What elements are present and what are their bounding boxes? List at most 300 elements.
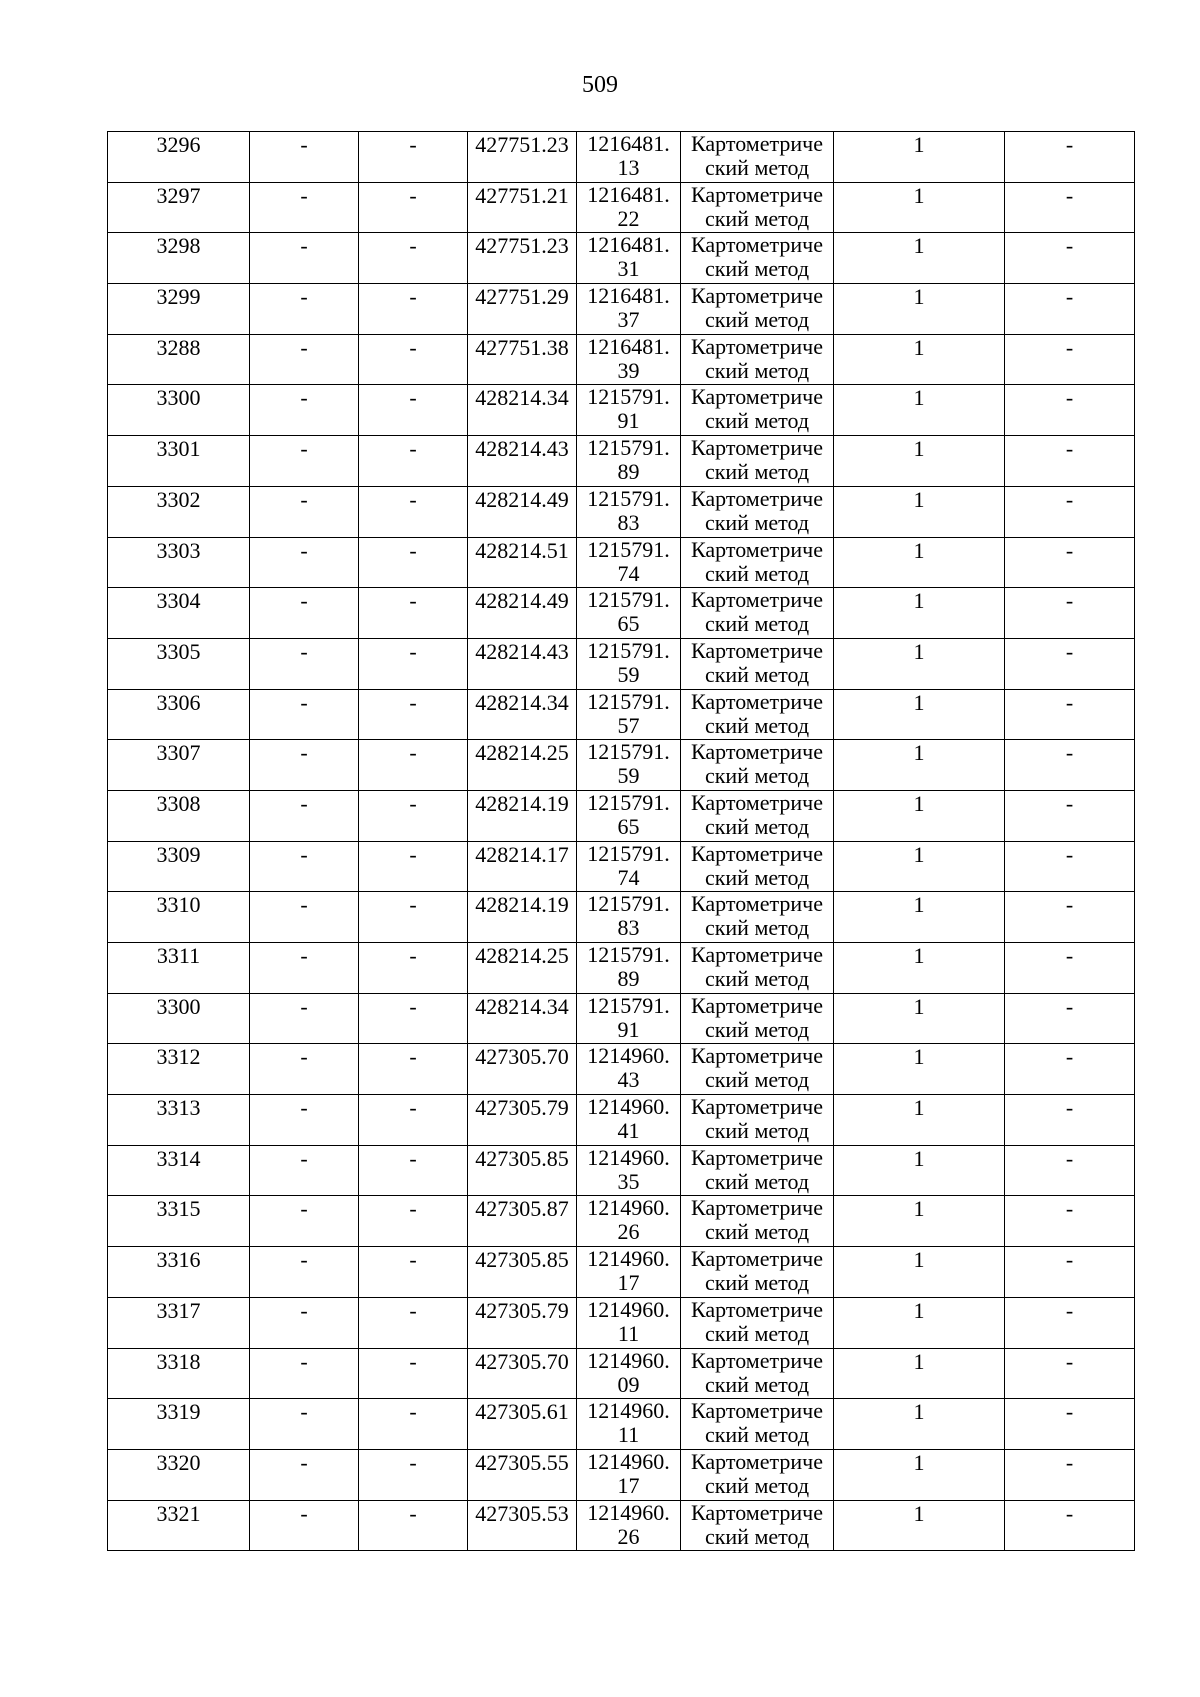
method-cell	[681, 182, 834, 233]
accuracy-cell	[834, 892, 1005, 943]
x-coordinate-cell-text: 428214.25	[475, 740, 569, 766]
y-coordinate-cell	[577, 1297, 681, 1348]
x-coordinate-cell-text: 427751.29	[475, 284, 569, 310]
accuracy-cell	[834, 841, 1005, 892]
method-cell-line-1: Картометриче	[691, 1195, 823, 1221]
empty-cell-1	[250, 486, 359, 537]
y-coordinate-cell-line-2: 11	[617, 1422, 640, 1448]
method-cell-line-2: ский метод	[704, 408, 810, 434]
y-coordinate-cell-line-2: 83	[617, 915, 640, 941]
accuracy-cell	[834, 1247, 1005, 1298]
y-coordinate-cell-line-1: 1215791.	[587, 841, 670, 866]
y-coordinate-cell-line-2: 31	[617, 256, 640, 282]
point-number-cell	[108, 334, 250, 385]
accuracy-cell	[834, 588, 1005, 639]
accuracy-cell	[834, 486, 1005, 537]
empty-cell-1-text: -	[300, 1044, 308, 1070]
accuracy-cell	[834, 943, 1005, 994]
x-coordinate-cell	[468, 132, 577, 183]
x-coordinate-cell-text: 428214.25	[475, 943, 569, 968]
method-cell	[681, 1399, 834, 1450]
accuracy-cell	[834, 1196, 1005, 1247]
x-coordinate-cell	[468, 790, 577, 841]
empty-cell-1-text: -	[300, 436, 308, 462]
point-number-cell	[108, 537, 250, 588]
empty-cell-2	[359, 1044, 468, 1095]
y-coordinate-cell-line-2: 74	[617, 864, 640, 890]
y-coordinate-cell-line-2: 59	[617, 661, 640, 687]
table-row	[108, 689, 1135, 740]
last-cell-text: -	[1065, 486, 1074, 512]
accuracy-cell-text: 1	[913, 537, 925, 563]
empty-cell-2-text: -	[409, 1500, 417, 1526]
point-number-cell-text: 3305	[156, 638, 201, 664]
point-number-cell	[108, 790, 250, 841]
y-coordinate-cell-line-1: 1215791.	[587, 790, 670, 815]
point-number-cell-text: 3298	[156, 233, 201, 259]
method-cell-line-1: Картометриче	[691, 1043, 823, 1069]
table-row	[108, 1297, 1135, 1348]
y-coordinate-cell-line-1: 1216481.	[587, 131, 670, 156]
last-cell	[1005, 689, 1135, 740]
y-coordinate-cell	[577, 385, 681, 436]
method-cell-line-1: Картометриче	[691, 131, 823, 156]
accuracy-cell-text: 1	[913, 436, 925, 462]
table-row	[108, 1196, 1135, 1247]
method-cell	[681, 943, 834, 994]
table-row	[108, 1449, 1135, 1500]
accuracy-cell-text: 1	[913, 284, 925, 310]
accuracy-cell	[834, 1348, 1005, 1399]
last-cell	[1005, 284, 1135, 335]
method-cell-line-1: Картометриче	[691, 993, 823, 1018]
x-coordinate-cell	[468, 1348, 577, 1399]
x-coordinate-cell	[468, 740, 577, 791]
method-cell-line-1: Картометриче	[691, 1398, 823, 1424]
accuracy-cell-text: 1	[913, 385, 925, 411]
accuracy-cell-text: 1	[913, 334, 925, 360]
method-cell-line-2: ский метод	[704, 256, 810, 282]
last-cell	[1005, 436, 1135, 487]
empty-cell-1-text: -	[300, 943, 308, 968]
y-coordinate-cell-line-2: 17	[617, 1472, 640, 1498]
empty-cell-2	[359, 1297, 468, 1348]
empty-cell-1-text: -	[300, 1297, 308, 1323]
y-coordinate-cell	[577, 1247, 681, 1298]
y-coordinate-cell-line-2: 35	[617, 1168, 640, 1194]
empty-cell-2	[359, 1500, 468, 1551]
x-coordinate-cell	[468, 943, 577, 994]
last-cell-text: -	[1065, 385, 1074, 411]
x-coordinate-cell	[468, 182, 577, 233]
method-cell-line-2: ский метод	[704, 307, 810, 333]
empty-cell-1-text: -	[300, 638, 308, 664]
method-cell-line-1: Картометриче	[691, 1297, 823, 1322]
point-number-cell	[108, 436, 250, 487]
empty-cell-1-text: -	[300, 1247, 308, 1273]
x-coordinate-cell-text: 427751.21	[475, 182, 569, 208]
last-cell-text: -	[1065, 436, 1074, 462]
accuracy-cell	[834, 1399, 1005, 1450]
last-cell-text: -	[1065, 1297, 1074, 1323]
y-coordinate-cell	[577, 790, 681, 841]
x-coordinate-cell	[468, 334, 577, 385]
last-cell-text: -	[1065, 1449, 1074, 1475]
empty-cell-1-text: -	[300, 233, 308, 259]
empty-cell-2-text: -	[409, 1145, 417, 1171]
last-cell-text: -	[1065, 1145, 1074, 1171]
accuracy-cell	[834, 689, 1005, 740]
point-number-cell	[108, 1449, 250, 1500]
point-number-cell-text: 3306	[156, 689, 201, 715]
empty-cell-2	[359, 943, 468, 994]
last-cell	[1005, 537, 1135, 588]
last-cell	[1005, 1196, 1135, 1247]
y-coordinate-cell	[577, 841, 681, 892]
table-row	[108, 182, 1135, 233]
empty-cell-1-text: -	[300, 182, 308, 208]
empty-cell-2-text: -	[409, 588, 417, 614]
empty-cell-2	[359, 436, 468, 487]
empty-cell-1-text: -	[300, 334, 308, 360]
empty-cell-2-text: -	[409, 182, 417, 208]
coordinates-table	[107, 131, 1135, 1551]
method-cell-line-1: Картометриче	[691, 232, 823, 258]
y-coordinate-cell-line-2: 13	[617, 155, 640, 180]
point-number-cell	[108, 993, 250, 1044]
empty-cell-2	[359, 638, 468, 689]
empty-cell-1	[250, 385, 359, 436]
y-coordinate-cell-line-1: 1216481.	[587, 283, 670, 309]
accuracy-cell-text: 1	[913, 588, 925, 614]
empty-cell-1	[250, 233, 359, 284]
point-number-cell-text: 3299	[156, 284, 201, 310]
method-cell-line-2: ский метод	[704, 1219, 810, 1245]
point-number-cell-text: 3311	[156, 943, 201, 968]
point-number-cell	[108, 892, 250, 943]
empty-cell-1-text: -	[300, 486, 308, 512]
method-cell	[681, 1044, 834, 1095]
y-coordinate-cell-line-1: 1214960.	[587, 1145, 670, 1170]
y-coordinate-cell-line-2: 22	[617, 205, 640, 231]
accuracy-cell	[834, 1044, 1005, 1095]
y-coordinate-cell	[577, 638, 681, 689]
table-row	[108, 132, 1135, 183]
method-cell-line-2: ский метод	[704, 509, 810, 535]
y-coordinate-cell	[577, 588, 681, 639]
empty-cell-2	[359, 588, 468, 639]
accuracy-cell-text: 1	[913, 689, 925, 715]
y-coordinate-cell-line-2: 91	[617, 1016, 640, 1042]
method-cell-line-1: Картометриче	[691, 739, 823, 765]
y-coordinate-cell	[577, 689, 681, 740]
empty-cell-2-text: -	[409, 892, 417, 918]
empty-cell-1	[250, 1196, 359, 1247]
empty-cell-1	[250, 740, 359, 791]
x-coordinate-cell-text: 428214.17	[475, 841, 569, 867]
table-row	[108, 537, 1135, 588]
point-number-cell	[108, 588, 250, 639]
accuracy-cell-text: 1	[913, 1399, 925, 1425]
y-coordinate-cell	[577, 892, 681, 943]
last-cell	[1005, 892, 1135, 943]
x-coordinate-cell-text: 427305.70	[475, 1044, 569, 1070]
y-coordinate-cell-line-2: 11	[617, 1320, 640, 1346]
last-cell-text: -	[1065, 1500, 1074, 1526]
empty-cell-2-text: -	[409, 943, 417, 968]
point-number-cell-text: 3297	[156, 182, 201, 208]
method-cell	[681, 790, 834, 841]
point-number-cell-text: 3314	[156, 1145, 201, 1171]
last-cell-text: -	[1065, 1399, 1074, 1425]
x-coordinate-cell	[468, 689, 577, 740]
method-cell	[681, 1095, 834, 1146]
accuracy-cell-text: 1	[913, 1247, 925, 1273]
y-coordinate-cell-line-2: 43	[617, 1067, 640, 1093]
empty-cell-1	[250, 1348, 359, 1399]
empty-cell-2-text: -	[409, 334, 417, 360]
last-cell-text: -	[1065, 1348, 1074, 1374]
accuracy-cell	[834, 1297, 1005, 1348]
method-cell-line-2: ский метод	[704, 1016, 810, 1042]
point-number-cell-text: 3317	[156, 1297, 201, 1323]
method-cell	[681, 486, 834, 537]
y-coordinate-cell	[577, 233, 681, 284]
accuracy-cell-text: 1	[913, 1095, 925, 1121]
last-cell	[1005, 334, 1135, 385]
x-coordinate-cell-text: 427305.55	[475, 1449, 569, 1475]
page-number: 509	[582, 72, 618, 98]
empty-cell-2	[359, 233, 468, 284]
empty-cell-2-text: -	[409, 284, 417, 310]
point-number-cell-text: 3303	[156, 537, 201, 563]
method-cell	[681, 1348, 834, 1399]
x-coordinate-cell-text: 428214.34	[475, 689, 569, 715]
last-cell-text: -	[1065, 841, 1074, 867]
y-coordinate-cell-line-2: 89	[617, 459, 640, 485]
last-cell	[1005, 1247, 1135, 1298]
x-coordinate-cell	[468, 638, 577, 689]
empty-cell-1-text: -	[300, 689, 308, 715]
method-cell	[681, 537, 834, 588]
y-coordinate-cell-line-1: 1215791.	[587, 739, 670, 765]
method-cell	[681, 436, 834, 487]
last-cell-text: -	[1065, 132, 1074, 157]
accuracy-cell	[834, 1449, 1005, 1500]
empty-cell-2	[359, 892, 468, 943]
y-coordinate-cell-line-1: 1214960.	[587, 1043, 670, 1069]
method-cell-line-2: ский метод	[704, 1067, 810, 1093]
last-cell	[1005, 588, 1135, 639]
last-cell	[1005, 1348, 1135, 1399]
empty-cell-1	[250, 182, 359, 233]
method-cell-line-2: ский метод	[704, 357, 810, 383]
y-coordinate-cell	[577, 1196, 681, 1247]
point-number-cell-text: 3309	[156, 841, 201, 867]
empty-cell-1	[250, 132, 359, 183]
accuracy-cell-text: 1	[913, 638, 925, 664]
x-coordinate-cell-text: 428214.34	[475, 993, 569, 1019]
empty-cell-2	[359, 1399, 468, 1450]
x-coordinate-cell	[468, 1449, 577, 1500]
last-cell-text: -	[1065, 233, 1074, 259]
point-number-cell	[108, 1247, 250, 1298]
empty-cell-1	[250, 537, 359, 588]
empty-cell-1-text: -	[300, 132, 308, 157]
point-number-cell-text: 3319	[156, 1399, 201, 1425]
empty-cell-2-text: -	[409, 1399, 417, 1425]
method-cell-line-1: Картометриче	[691, 841, 823, 866]
last-cell	[1005, 1399, 1135, 1450]
point-number-cell	[108, 1095, 250, 1146]
method-cell	[681, 689, 834, 740]
empty-cell-2	[359, 740, 468, 791]
point-number-cell-text: 3304	[156, 588, 201, 614]
table-row	[108, 1399, 1135, 1450]
point-number-cell	[108, 943, 250, 994]
point-number-cell-text: 3296	[156, 132, 201, 157]
empty-cell-2	[359, 1348, 468, 1399]
point-number-cell	[108, 638, 250, 689]
y-coordinate-cell	[577, 993, 681, 1044]
method-cell-line-1: Картометриче	[691, 587, 823, 613]
last-cell-text: -	[1065, 1095, 1074, 1121]
empty-cell-1	[250, 334, 359, 385]
method-cell	[681, 892, 834, 943]
accuracy-cell-text: 1	[913, 740, 925, 766]
y-coordinate-cell	[577, 1095, 681, 1146]
last-cell-text: -	[1065, 588, 1074, 614]
y-coordinate-cell-line-2: 65	[617, 611, 640, 637]
table-row	[108, 790, 1135, 841]
accuracy-cell	[834, 385, 1005, 436]
method-cell	[681, 993, 834, 1044]
y-coordinate-cell-line-2: 17	[617, 1270, 640, 1296]
method-cell	[681, 1297, 834, 1348]
empty-cell-1-text: -	[300, 1500, 308, 1526]
empty-cell-2	[359, 284, 468, 335]
empty-cell-2-text: -	[409, 486, 417, 512]
last-cell-text: -	[1065, 790, 1074, 816]
accuracy-cell-text: 1	[913, 182, 925, 208]
y-coordinate-cell	[577, 486, 681, 537]
empty-cell-1-text: -	[300, 841, 308, 867]
empty-cell-2-text: -	[409, 1449, 417, 1475]
empty-cell-1-text: -	[300, 740, 308, 766]
table-row	[108, 233, 1135, 284]
table-row	[108, 588, 1135, 639]
method-cell-line-2: ский метод	[704, 1472, 810, 1498]
empty-cell-1	[250, 1449, 359, 1500]
accuracy-cell	[834, 740, 1005, 791]
point-number-cell	[108, 841, 250, 892]
y-coordinate-cell	[577, 1145, 681, 1196]
y-coordinate-cell-line-1: 1214960.	[587, 1348, 670, 1373]
empty-cell-2	[359, 1145, 468, 1196]
point-number-cell	[108, 1399, 250, 1450]
y-coordinate-cell-line-1: 1214960.	[587, 1449, 670, 1474]
point-number-cell	[108, 1145, 250, 1196]
accuracy-cell	[834, 132, 1005, 183]
last-cell-text: -	[1065, 1044, 1074, 1070]
accuracy-cell-text: 1	[913, 1500, 925, 1526]
x-coordinate-cell	[468, 436, 577, 487]
point-number-cell	[108, 1196, 250, 1247]
y-coordinate-cell	[577, 132, 681, 183]
accuracy-cell	[834, 1095, 1005, 1146]
y-coordinate-cell-line-1: 1215791.	[587, 435, 670, 461]
accuracy-cell	[834, 1500, 1005, 1551]
point-number-cell	[108, 1500, 250, 1551]
method-cell	[681, 1196, 834, 1247]
empty-cell-1	[250, 1297, 359, 1348]
y-coordinate-cell	[577, 1348, 681, 1399]
method-cell-line-2: ский метод	[704, 1320, 810, 1346]
point-number-cell-text: 3308	[156, 790, 201, 816]
empty-cell-2	[359, 486, 468, 537]
table-row	[108, 436, 1135, 487]
accuracy-cell-text: 1	[913, 486, 925, 512]
empty-cell-1-text: -	[300, 1348, 308, 1374]
method-cell-line-1: Картометриче	[691, 1246, 823, 1272]
y-coordinate-cell	[577, 1449, 681, 1500]
x-coordinate-cell	[468, 486, 577, 537]
point-number-cell	[108, 233, 250, 284]
last-cell	[1005, 1297, 1135, 1348]
accuracy-cell-text: 1	[913, 790, 925, 816]
last-cell	[1005, 841, 1135, 892]
accuracy-cell	[834, 182, 1005, 233]
accuracy-cell-text: 1	[913, 1297, 925, 1323]
method-cell-line-2: ский метод	[704, 155, 810, 180]
table-row	[108, 1044, 1135, 1095]
x-coordinate-cell	[468, 1095, 577, 1146]
empty-cell-1-text: -	[300, 892, 308, 918]
point-number-cell-text: 3300	[156, 385, 201, 411]
method-cell-line-1: Картометриче	[691, 638, 823, 663]
point-number-cell	[108, 486, 250, 537]
table-row	[108, 486, 1135, 537]
y-coordinate-cell-line-2: 89	[617, 966, 640, 991]
y-coordinate-cell-line-1: 1216481.	[587, 334, 670, 359]
y-coordinate-cell	[577, 740, 681, 791]
point-number-cell	[108, 689, 250, 740]
accuracy-cell-text: 1	[913, 1044, 925, 1070]
y-coordinate-cell-line-2: 91	[617, 408, 640, 434]
x-coordinate-cell	[468, 588, 577, 639]
method-cell-line-1: Картометриче	[691, 1449, 823, 1474]
last-cell-text: -	[1065, 689, 1074, 715]
last-cell	[1005, 1095, 1135, 1146]
empty-cell-2-text: -	[409, 638, 417, 664]
accuracy-cell	[834, 537, 1005, 588]
empty-cell-1-text: -	[300, 537, 308, 563]
y-coordinate-cell-line-2: 65	[617, 813, 640, 839]
empty-cell-2	[359, 689, 468, 740]
point-number-cell-text: 3318	[156, 1348, 201, 1374]
empty-cell-1	[250, 943, 359, 994]
point-number-cell-text: 3312	[156, 1044, 201, 1070]
method-cell-line-1: Картометриче	[691, 486, 823, 511]
y-coordinate-cell-line-1: 1214960.	[587, 1500, 670, 1525]
empty-cell-2	[359, 1449, 468, 1500]
point-number-cell-text: 3288	[156, 334, 201, 360]
point-number-cell-text: 3310	[156, 892, 201, 918]
method-cell-line-2: ский метод	[704, 1371, 810, 1397]
empty-cell-1	[250, 841, 359, 892]
y-coordinate-cell-line-2: 74	[617, 560, 640, 586]
x-coordinate-cell	[468, 1399, 577, 1450]
